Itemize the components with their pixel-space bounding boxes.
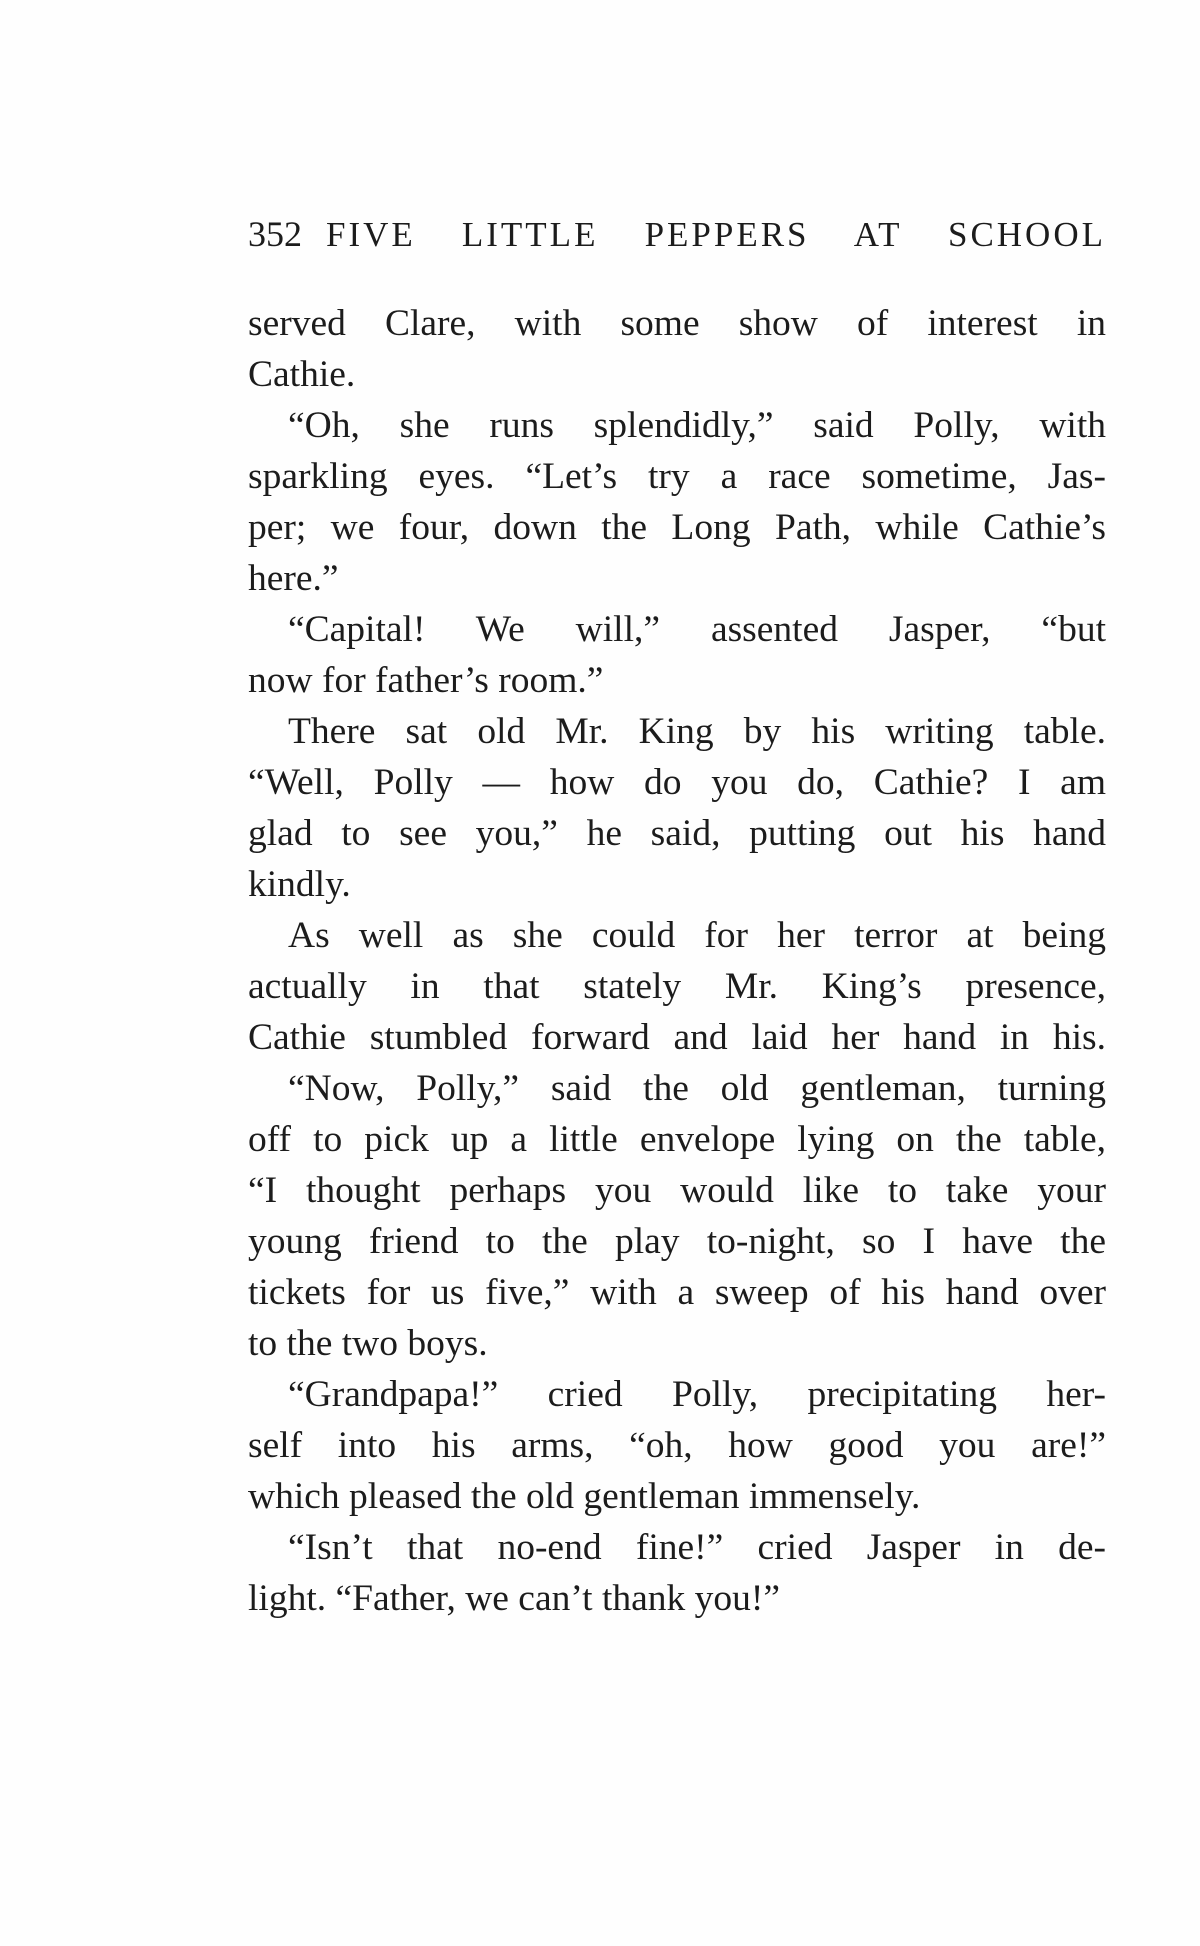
- paragraph: [248, 604, 1106, 706]
- text-line: which pleased the old gentleman immensely.: [248, 1476, 921, 1517]
- text-line: “Isn’t that no-end fine!” cried Jasper in de-: [288, 1527, 1106, 1568]
- text-line: There sat old Mr. King by his writing table.: [288, 711, 1106, 752]
- running-title: FIVE LITTLE PEPPERS AT SCHOOL: [326, 215, 1106, 254]
- paragraph: [248, 706, 1106, 910]
- page-body: [248, 298, 1106, 1624]
- text-line: “Grandpapa!” cried Polly, precipitating her-: [288, 1374, 1106, 1415]
- text-line: off to pick up a little envelope lying on the table,: [248, 1119, 1106, 1160]
- text-line: As well as she could for her terror at being: [288, 915, 1106, 956]
- text-line: sparkling eyes. “Let’s try a race sometime, Jas-: [248, 456, 1106, 497]
- paragraph: [248, 1369, 1106, 1522]
- paragraph: [248, 910, 1106, 1063]
- paragraph: [248, 298, 1106, 400]
- text-line: here.”: [248, 558, 339, 599]
- text-line: Cathie.: [248, 354, 356, 395]
- text-line: light. “Father, we can’t thank you!”: [248, 1578, 781, 1619]
- paragraph: [248, 1522, 1106, 1624]
- text-line: young friend to the play to-night, so I have the: [248, 1221, 1106, 1262]
- text-line: glad to see you,” he said, putting out his hand: [248, 813, 1106, 854]
- text-line: “I thought perhaps you would like to take your: [248, 1170, 1106, 1211]
- paragraph: [248, 400, 1106, 604]
- text-line: to the two boys.: [248, 1323, 488, 1364]
- page-header: [248, 213, 1106, 263]
- text-line: tickets for us five,” with a sweep of his hand over: [248, 1272, 1106, 1313]
- text-line: served Clare, with some show of interest in: [248, 303, 1106, 344]
- text-line: “Now, Polly,” said the old gentleman, turning: [288, 1068, 1106, 1109]
- page-number: 352: [248, 214, 302, 254]
- text-line: actually in that stately Mr. King’s presence,: [248, 966, 1106, 1007]
- text-line: self into his arms, “oh, how good you are!”: [248, 1425, 1106, 1466]
- paragraph: [248, 1063, 1106, 1369]
- text-line: “Capital! We will,” assented Jasper, “but: [288, 609, 1106, 650]
- text-line: “Well, Polly — how do you do, Cathie? I am: [248, 762, 1106, 803]
- text-line: now for father’s room.”: [248, 660, 604, 701]
- text-line: Cathie stumbled forward and laid her hand in his.: [248, 1017, 1106, 1058]
- text-line: kindly.: [248, 864, 351, 905]
- text-line: per; we four, down the Long Path, while Cathie’s: [248, 507, 1106, 548]
- text-line: “Oh, she runs splendidly,” said Polly, with: [288, 405, 1106, 446]
